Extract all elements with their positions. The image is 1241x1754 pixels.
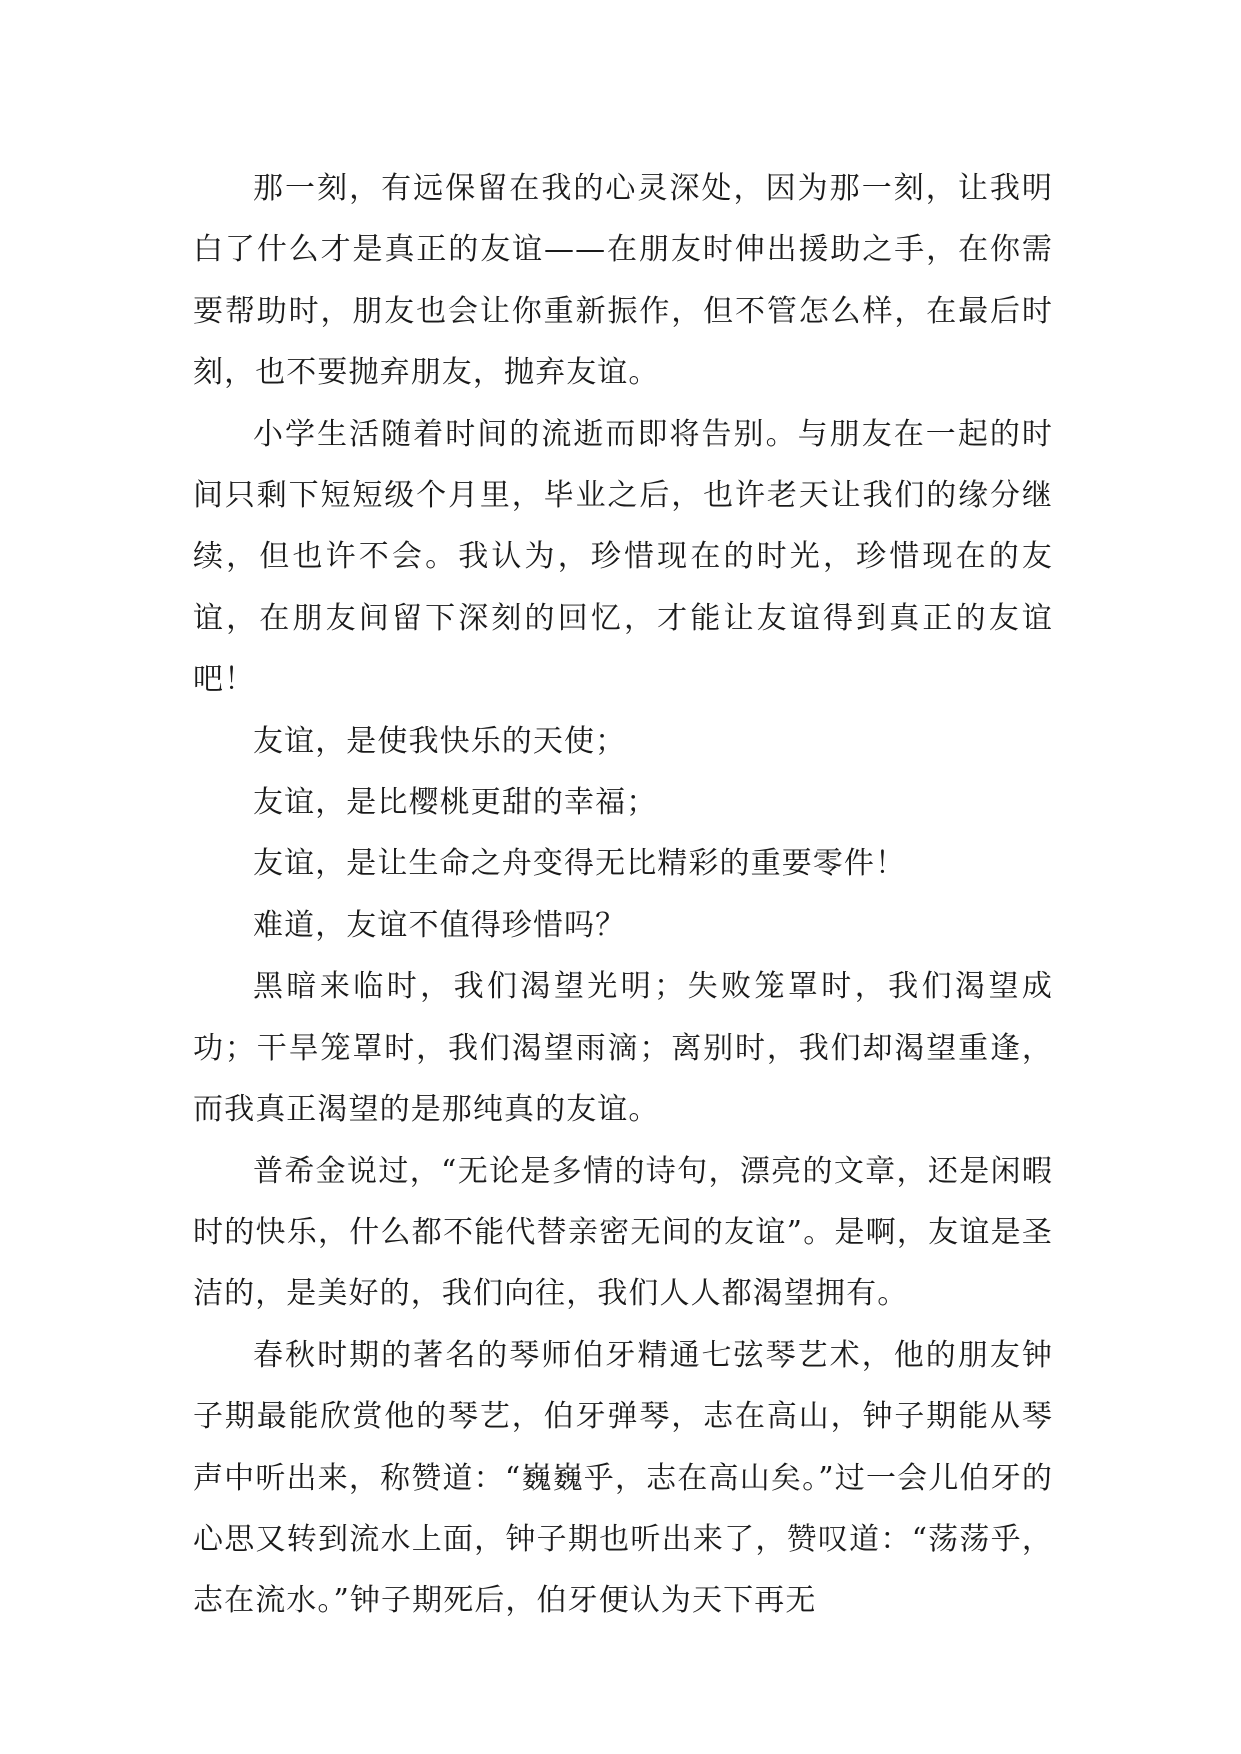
paragraph-3: 友谊，是使我快乐的天使； xyxy=(253,723,627,759)
paragraph-2: 小学生活随着时间的流逝而即将告别。与朋友在一起的时间只剩下短短级个月里，毕业之后，也许老天让我们的缘分继续，但也许不会。我认为，珍惜现在的时光，珍惜现在的友谊，在朋友间留下深刻的回忆，才能让友谊得到真正的友谊吧！ xyxy=(193,416,1053,698)
paragraph-1: 那一刻，有远保留在我的心灵深处，因为那一刻，让我明白了什么才是真正的友谊——在朋友时伸出援助之手，在你需要帮助时，朋友也会让你重新振作，但不管怎么样，在最后时刻，也不要抛弃朋友，抛弃友谊。 xyxy=(193,171,1053,391)
paragraph-7: 黑暗来临时，我们渴望光明；失败笼罩时，我们渴望成功；干旱笼罩时，我们渴望雨滴；离别时，我们却渴望重逢，而我真正渴望的是那纯真的友谊。 xyxy=(193,969,1053,1128)
paragraph-5: 友谊，是让生命之舟变得无比精彩的重要零件！ xyxy=(253,846,907,882)
paragraph-4: 友谊，是比樱桃更甜的幸福； xyxy=(253,785,658,821)
paragraph-6: 难道，友谊不值得珍惜吗？ xyxy=(253,907,627,943)
paragraph-9: 春秋时期的著名的琴师伯牙精通七弦琴艺术，他的朋友钟子期最能欣赏他的琴艺，伯牙弹琴，志在高山，钟子期能从琴声中听出来，称赞道：“巍巍乎，志在高山矣。”过一会儿伯牙的心思又转到流水上面，钟子期也听出来了，赞叹道：“荡荡乎，志在流水。”钟子期死后，伯牙便认为天下再无 xyxy=(193,1337,1053,1619)
paragraph-8: 普希金说过，“无论是多情的诗句，漂亮的文章，还是闲暇时的快乐，什么都不能代替亲密无间的友谊”。是啊，友谊是圣洁的，是美好的，我们向往，我们人人都渴望拥有。 xyxy=(193,1153,1053,1312)
body-text xyxy=(193,158,1053,1632)
